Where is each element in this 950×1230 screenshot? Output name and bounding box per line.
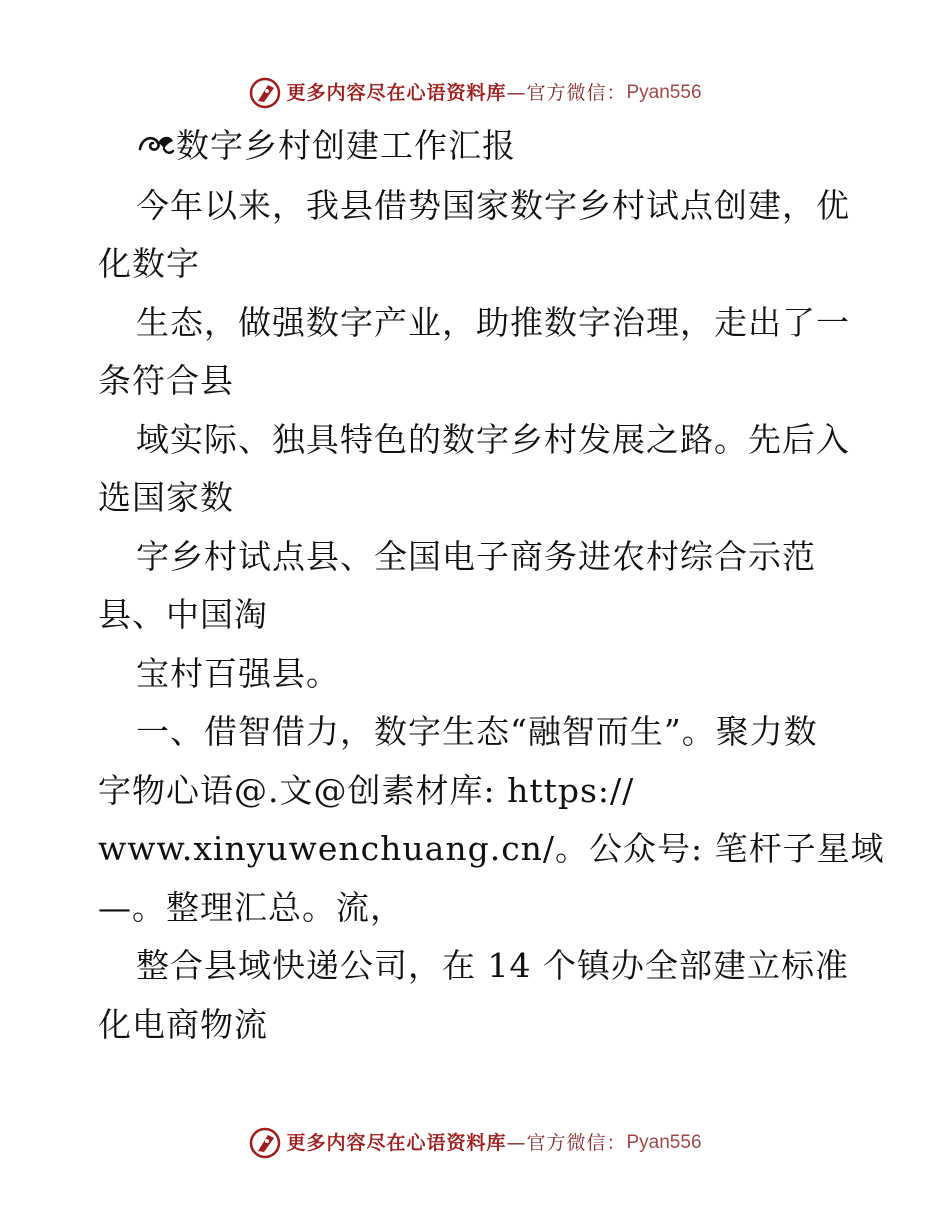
pen-nib-circle-icon [248,1126,282,1160]
leaf-ornament-icon [136,129,176,159]
watermark-main-text: 更多内容尽在心语资料库 [286,82,507,104]
watermark-wechat-id: Pyan556 [626,82,702,103]
watermark-dash: — [506,82,527,104]
footer-watermark [0,1126,950,1160]
paragraph-line: 域实际、独具特色的数字乡村发展之路。先后入 [136,420,850,459]
watermark-sub-text: 官方微信： [526,1132,627,1154]
watermark-wechat-id: Pyan556 [626,1132,702,1153]
paragraph-line: 化电商物流 [98,1005,268,1044]
paragraph-line: 化数字 [98,244,200,283]
document-title-text: 数字乡村创建工作汇报 [176,126,516,165]
paragraph-line: 宝村百强县。 [136,654,340,693]
paragraph-line: www.xinyuwenchuang.cn/。公众号: 笔杆子星域 [98,829,885,868]
paragraph-line: 今年以来，我县借势国家数字乡村试点创建，优 [136,186,850,225]
pen-nib-circle-icon [248,76,282,110]
paragraph-line: 字物心语@.文@创素材库: https:// [98,771,635,810]
paragraph-line: —。整理汇总。流， [98,888,404,927]
paragraph-line: 整合县域快递公司，在 14 个镇办全部建立标准 [136,946,849,985]
paragraph-line: 县、中国淘 [98,595,268,634]
paragraph-line: 字乡村试点县、全国电子商务进农村综合示范 [136,537,816,576]
header-watermark [0,76,950,110]
paragraph-line: 选国家数 [98,478,234,517]
paragraph-line: 生态，做强数字产业，助推数字治理，走出了一 [136,303,850,342]
paragraph-line: 条符合县 [98,361,234,400]
section-heading-line: 一、借智借力，数字生态“融智而生”。聚力数 [136,712,818,751]
watermark-main-text: 更多内容尽在心语资料库 [286,1132,507,1154]
document-title [136,126,516,166]
watermark-dash: — [506,1132,527,1154]
watermark-sub-text: 官方微信： [526,82,627,104]
